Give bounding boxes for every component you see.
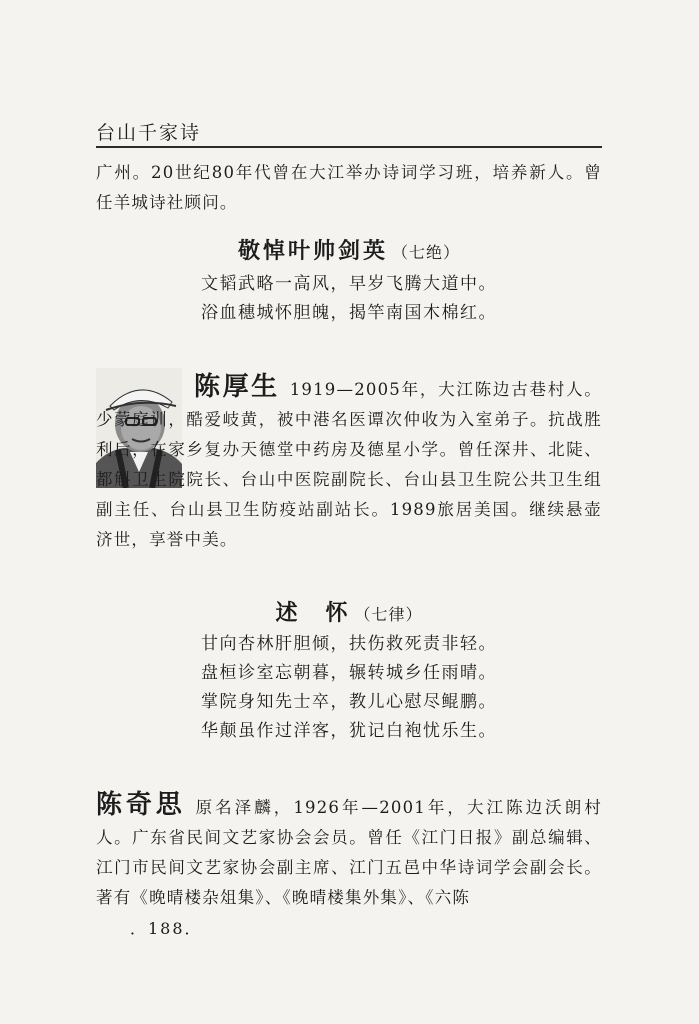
poem-title-2 <box>96 596 602 627</box>
verse-line: 盘桓诊室忘朝暮，辗转城乡任雨晴。 <box>201 663 497 683</box>
poem-title-2-text: 述 怀 <box>275 600 351 626</box>
poem-title-1-text: 敬悼叶帅剑英 <box>237 238 388 264</box>
page-number: ．188． <box>130 919 203 938</box>
bio-name-1: 陈厚生 <box>194 372 280 402</box>
header-rule <box>96 146 602 148</box>
running-header: 台山千家诗 <box>96 122 202 144</box>
bio-chen-housheng <box>96 372 602 555</box>
poem-form-1: （七绝） <box>392 243 461 262</box>
verse-line: 掌院身知先士卒，教儿心慰尽鲲鹏。 <box>201 692 497 712</box>
intro-paragraph: 广州。20世纪80年代曾在大江举办诗词学习班，培养新人。曾任羊城诗社顾问。 <box>96 163 602 212</box>
verse-line: 文韬武略一高风，早岁飞腾大道中。 <box>201 274 497 294</box>
poem-title-1 <box>96 234 602 265</box>
bio-chen-qisi <box>96 790 602 913</box>
bio-text-2: 原名泽麟，1926年—2001年，大江陈边沃朗村人。广东省民间文艺家协会会员。曾任《江门日报》副总编辑、江门市民间文艺家协会副主席、江门五邑中华诗词学会副会长。著有《晚晴楼杂俎集》、《晚晴楼集外集》、《六陈 <box>96 798 602 907</box>
bio-text-1: 1919—2005年，大江陈边古巷村人。少蒙庭训，酷爱岐黄，被中港名医谭次仲收为入室弟子。抗战胜利后，在家乡复办天德堂中药房及德星小学。曾任深井、北陡、都斛卫生院院长、台山中医院副院长、台山县卫生院公共卫生组副主任、台山县卫生防疫站副站长。1989旅居美国。继续悬壶济世，享誉中美。 <box>96 380 602 549</box>
bio-name-2: 陈奇思 <box>96 790 186 820</box>
verse-line: 华颠虽作过洋客，犹记白袍忧乐生。 <box>201 721 497 741</box>
poem-form-2: （七律） <box>354 605 423 624</box>
poem-2-verse <box>96 630 602 746</box>
verse-line: 浴血穗城怀胆魄，揭竿南国木棉红。 <box>201 303 497 323</box>
verse-line: 甘向杏林肝胆倾，扶伤救死责非轻。 <box>201 634 497 654</box>
poem-1-verse <box>96 270 602 328</box>
